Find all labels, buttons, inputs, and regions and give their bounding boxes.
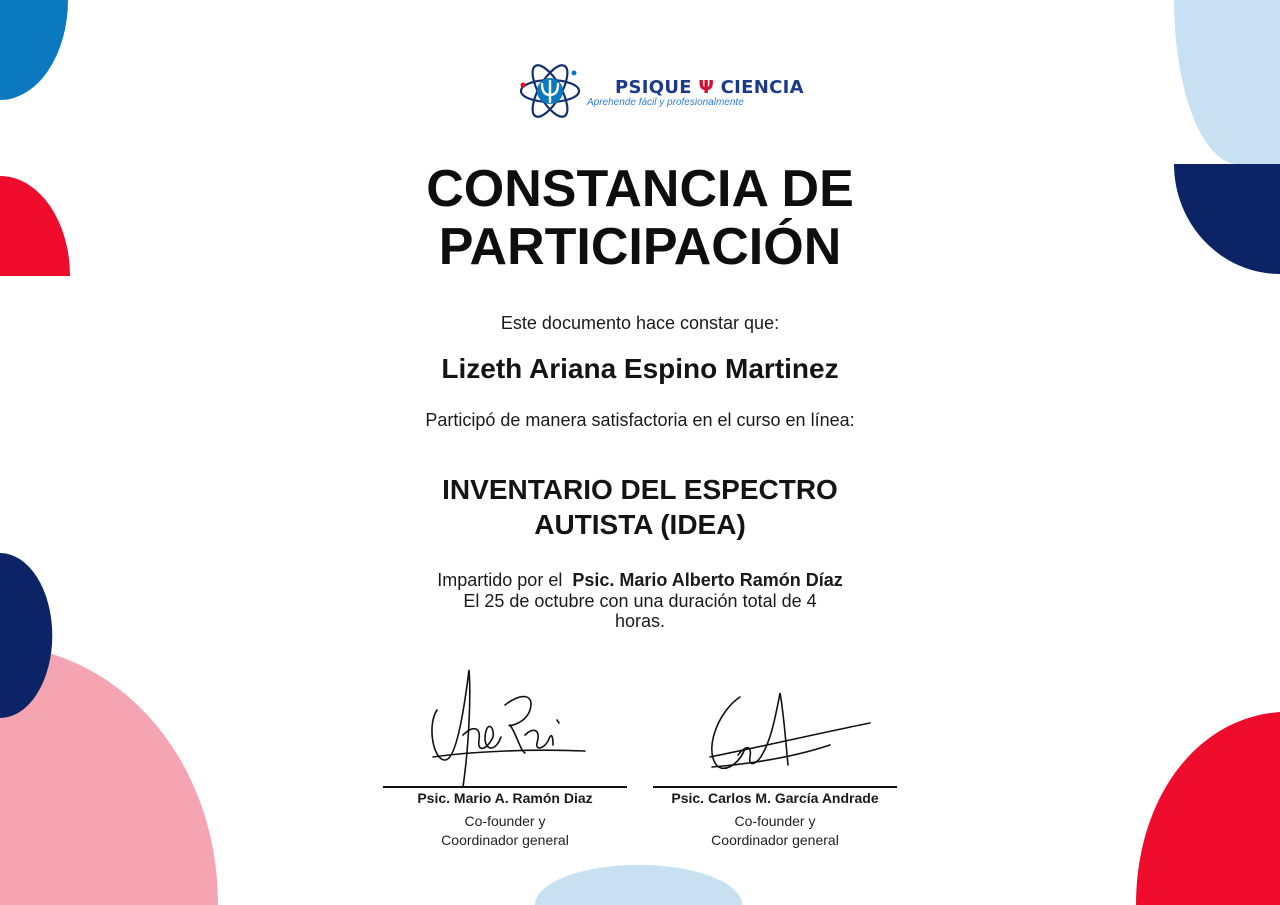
signature-1-image — [425, 665, 590, 790]
deco-bottom-right-red — [1136, 712, 1280, 905]
psique-ciencia-logo — [519, 55, 804, 127]
deco-bottom-left-pink — [0, 645, 218, 905]
signature-2-role — [653, 812, 897, 850]
deco-top-right-lightblue — [1174, 0, 1280, 164]
signature-2-line — [653, 786, 897, 788]
course-title-line-2: AUTISTA (IDEA) — [534, 509, 746, 540]
signature-2-image — [700, 685, 875, 780]
instructor-name: Psic. Mario Alberto Ramón Díaz — [572, 570, 843, 590]
psi-symbol: Ψ — [698, 77, 715, 98]
intro-text: Este documento hace constar que: — [500, 313, 780, 333]
logo-brand-text: PSIQUE Ψ CIENCIA — [615, 77, 804, 98]
signature-1-role — [383, 812, 627, 850]
imparted-prefix: Impartido por el — [437, 570, 563, 590]
title-line-2: PARTICIPACIÓN — [438, 218, 842, 276]
certificate-title — [0, 160, 1280, 276]
signature-1-name: Psic. Mario A. Ramón Diaz — [417, 790, 593, 806]
imparted-by — [0, 570, 1280, 590]
signature-2-role-line-2: Coordinador general — [711, 832, 839, 848]
logo-tagline: Aprehende fácil y profesionalmente — [587, 97, 744, 108]
deco-top-left-blue — [0, 0, 68, 100]
duration-line-2: horas. — [614, 611, 666, 631]
duration-text — [0, 591, 1280, 631]
signature-1-line — [383, 786, 627, 788]
deco-bottom-center-lightblue — [535, 865, 742, 905]
signature-1-role-line-2: Coordinador general — [441, 832, 569, 848]
course-title-line-1: INVENTARIO DEL ESPECTRO — [442, 474, 838, 505]
signature-2-name: Psic. Carlos M. García Andrade — [671, 790, 879, 806]
duration-line-1: El 25 de octubre con una duración total de 4 — [463, 591, 817, 611]
atom-psi-icon — [519, 55, 581, 127]
recipient-name: Lizeth Ariana Espino Martinez — [441, 353, 839, 384]
title-line-1: CONSTANCIA DE — [426, 160, 854, 218]
signature-1-role-line-1: Co-founder y — [464, 813, 546, 829]
participation-text: Participó de manera satisfactoria en el curso en línea: — [425, 410, 855, 430]
course-title — [0, 472, 1280, 542]
signature-2-role-line-1: Co-founder y — [734, 813, 816, 829]
